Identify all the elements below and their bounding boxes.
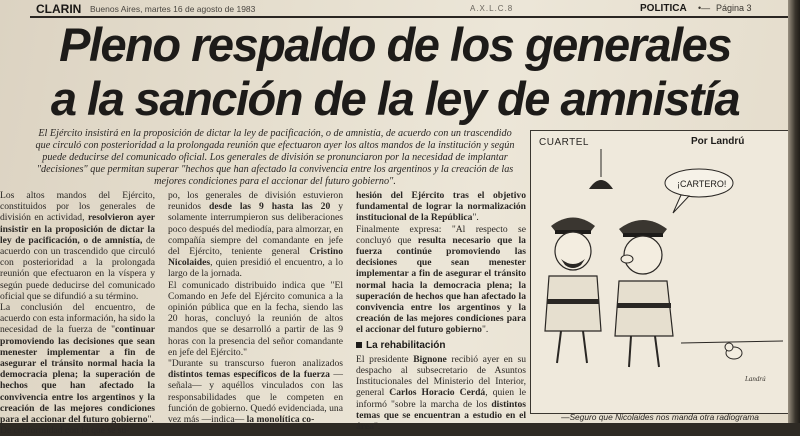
- paragraph: [168, 190, 343, 280]
- text: Quedó evidenciada, una vez más —indica—: [168, 402, 343, 426]
- article-column-2: [168, 190, 343, 426]
- subheading: [356, 340, 526, 351]
- masthead: [0, 0, 790, 16]
- bold-text: resulta necesario que la fuerza continúe promoviendo las decisiones que sean menester implementar a fin de asegurar el tránsito normal hacia la democracia plena; la superación de hechos que han afectado la convivencia entre los argentinos y la creación de las mejores condiciones para el accionar del futuro gobierno: [356, 234, 526, 336]
- page-edge-shadow: [788, 0, 800, 423]
- text: ".: [373, 421, 381, 433]
- section-label: POLITICA: [640, 3, 687, 14]
- bold-text: resolvieron ayer insistir en la proposición de dictar la ley de pacificación, o de amnistía,: [0, 212, 155, 246]
- bold-text: distintos temas que se encuentran a estudio en el área: [356, 398, 526, 433]
- text: El presidente: [356, 353, 414, 365]
- speech-text: ¡CARTERO!: [677, 179, 727, 189]
- text: recibió ayer en su despacho al subsecretario de Asuntos Institucionales del Ministerio del Interior, general: [356, 353, 527, 399]
- subheading-text: La rehabilitación: [366, 339, 446, 351]
- text: , quien presidió el encuentro, a lo largo de la jornada.: [168, 257, 343, 280]
- military-cap-icon: [619, 220, 667, 234]
- paragraph: [356, 354, 526, 432]
- paragraph: De conformidad con lo que se su-: [0, 425, 130, 436]
- military-cap-icon: [551, 218, 595, 232]
- belt: [547, 299, 599, 304]
- leg: [655, 336, 659, 367]
- person-name: Carlos Horacio Cerdá: [389, 387, 486, 399]
- page-number: Página 3: [716, 3, 752, 13]
- leg: [583, 331, 587, 363]
- small-dog-figure: [725, 343, 742, 359]
- text: Finalmente expresa: "Al respecto se concluyó que: [356, 223, 526, 246]
- headline-line-2: a la sanción de la ley de amnistía: [50, 72, 740, 125]
- text: "Durante su transcurso fueron analizados: [168, 358, 343, 370]
- article-column-3: [356, 190, 527, 433]
- cartoon-caption: —Seguro que Nicolaides nos manda otra radiograma: [561, 412, 759, 422]
- text: —señala— y aquéllos vinculados con las responsabilidades que le competen en función de gobierno.: [168, 369, 343, 414]
- article-column-1: [0, 190, 155, 436]
- publication-name: CLARIN: [36, 2, 82, 16]
- section-separator-icon: •—: [698, 3, 711, 13]
- publication-date: Buenos Aires, martes 16 de agosto de 1983: [90, 4, 256, 14]
- headline-line-1: Pleno respaldo de los generales: [59, 18, 731, 71]
- paragraph: El comunicado distribuido indica que "El Comando en Jefe del Ejército comunica a la opinión pública que en la fecha, siendo las 20 horas, concluyó la reunión de altos mandos que se desarrolló a partir de las 9 horas con la presencia del señor comandante en jefe del Ejército.": [168, 279, 343, 358]
- speech-bubble-tail: [673, 195, 689, 213]
- lead-paragraph: El Ejército insistirá en la proposición de dictar la ley de pacificación, o de amnistía, de acuerdo con un trascendido que circuló con posterioridad a la prolongada reunión que efectuaron ayer los altos mandos de la institución y según puede deducirse del comunicado oficial. Los generales de división se pronunciaron por la necesidad de implantar "decisiones" que permitan superar "hechos que han afectado la convivencia entre los argentinos y la creación de las mejores condiciones para el accionar del futuro gobierno".: [35, 128, 515, 187]
- text: po, los generales de división estuvieron reunidos: [168, 190, 343, 213]
- bold-text: continuar promoviendo las decisiones que sean menester implementar a fin de asegurar el tránsito normal hacia la democracia plena; la superación de hechos que han afectado la convivencia entre los argentinos y la creación de las mejores condiciones para el accionar del futuro gobierno: [0, 324, 155, 426]
- belt: [617, 303, 671, 308]
- paragraph: [356, 190, 526, 224]
- floor-line: [681, 341, 783, 343]
- text: y solamente interrumpieron sus deliberaciones poco después del mediodía, para almorzar, en compañía siempre del comandante en jefe del Ejército, teniente general: [168, 201, 343, 258]
- hanging-lamp-icon: [589, 180, 613, 189]
- bold-text: distintos temas específicos de la fuerza: [168, 369, 330, 381]
- paragraph: [0, 302, 155, 425]
- paragraph: [0, 190, 155, 302]
- page-marker: A.X.L.C.8: [470, 4, 514, 13]
- nose: [621, 255, 633, 263]
- text: ".: [481, 324, 489, 336]
- political-cartoon: [530, 130, 790, 414]
- bold-text: hesión del Ejército tras el objetivo fundamental de lograr la normalización institucional de la República: [356, 190, 526, 224]
- dog-head: [725, 343, 733, 351]
- bold-text: desde las 9 hasta las 20: [208, 201, 331, 213]
- text: ".: [472, 212, 479, 224]
- cartoonist-signature: Landrú: [745, 375, 766, 383]
- paragraph: [168, 358, 343, 425]
- cartoon-author: Por Landrú: [691, 136, 745, 147]
- person-name: Cristino Nicolaides: [168, 246, 343, 269]
- person-name: Bignone: [413, 353, 447, 365]
- text: Los altos mandos del Ejército, constituidos por los generales de división en actividad,: [0, 190, 155, 224]
- text: La conclusión del encuentro, de acuerdo con esta información, ha sido la necesidad de la fuerza de ": [0, 302, 155, 336]
- text: ".: [147, 414, 154, 426]
- general-figure-right: [615, 220, 673, 367]
- paragraph: [356, 224, 526, 336]
- leg: [629, 336, 631, 367]
- cartoon-title: CUARTEL: [539, 137, 589, 148]
- cartoon-illustration: [531, 131, 789, 413]
- text: de acuerdo con un trascendido que circuló con posterioridad a la prolongada reunión que efectuaron en la víspera y según puede deducirse del comunicado oficial que se difundió a su término.: [0, 234, 155, 302]
- leg: [557, 331, 561, 363]
- text: , quien le informó "sobre la marcha de los: [356, 387, 526, 410]
- general-figure-left: [545, 218, 601, 364]
- headline: [10, 18, 780, 126]
- square-bullet-icon: [356, 342, 362, 348]
- bold-text: la monolítica co-: [246, 414, 315, 426]
- uniform: [615, 281, 673, 336]
